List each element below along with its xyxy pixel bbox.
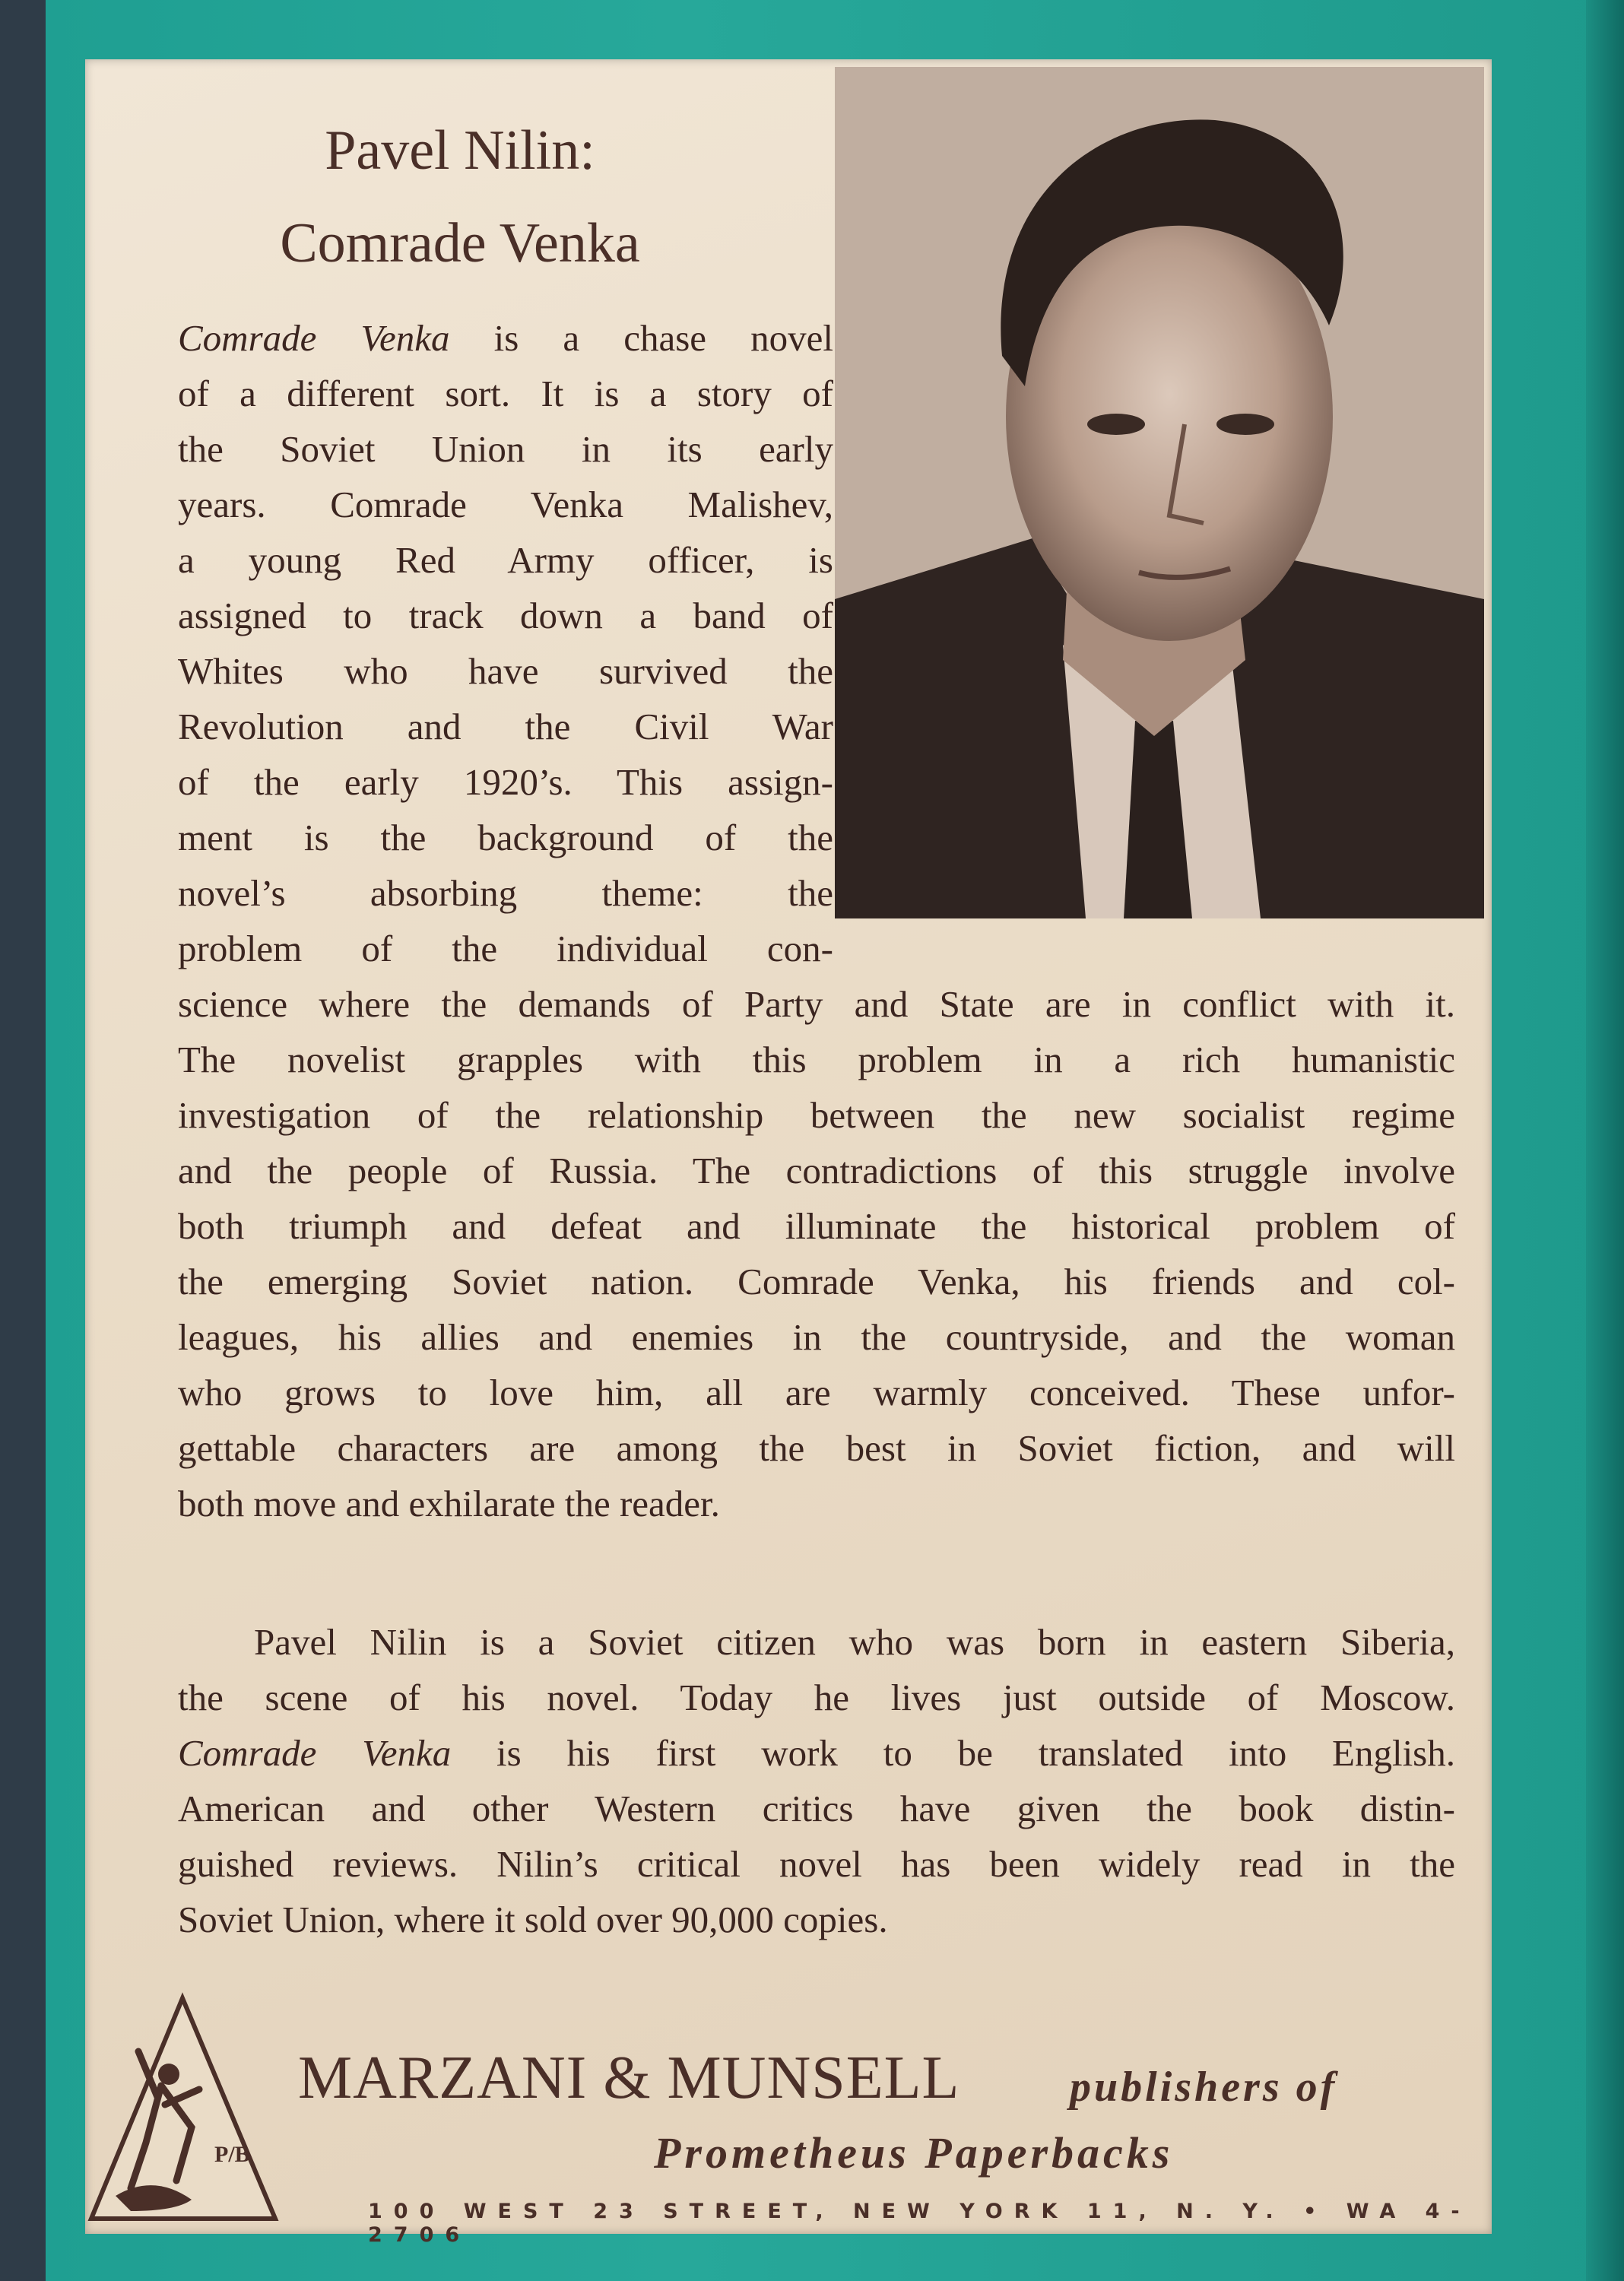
text-line: leagues, his allies and enemies in the countryside, and the woman xyxy=(178,1316,1455,1358)
text-span: is his first work to be translated into English. xyxy=(451,1732,1455,1774)
text-line: The novelist grapples with this problem in a rich humanistic xyxy=(178,1039,1455,1080)
text-line: of the early 1920’s. This assign- xyxy=(178,761,833,803)
logo-triangle xyxy=(91,1998,275,2219)
description-paragraph xyxy=(178,310,1486,1531)
author-bio-paragraph xyxy=(178,1614,1486,1947)
publishers-of: publishers of xyxy=(1070,2064,1338,2111)
book-title: Comrade Venka xyxy=(280,212,640,274)
author-name: Pavel Nilin: xyxy=(325,119,595,182)
logo-figure-head xyxy=(158,2064,179,2085)
back-cover-panel xyxy=(85,59,1492,2247)
prometheus-logo xyxy=(85,1991,283,2234)
logo-text: P/B xyxy=(214,2142,250,2167)
text-line: ment is the background of the xyxy=(178,817,833,858)
cover-edge xyxy=(1586,0,1624,2281)
text-line xyxy=(178,310,833,366)
text-line: Soviet Union, where it sold over 90,000 copies. xyxy=(178,1899,888,1940)
text-line: of a different sort. It is a story of xyxy=(178,373,833,414)
text-line: gettable characters are among the best in Soviet fiction, and will xyxy=(178,1427,1455,1469)
text-line: guished reviews. Nilin’s critical novel has been widely read in the xyxy=(178,1843,1455,1885)
text-line: both move and exhilarate the reader. xyxy=(178,1483,720,1524)
book-title-italic: Comrade Venka xyxy=(178,317,450,359)
text-line: American and other Western critics have given the book distin- xyxy=(178,1788,1455,1829)
book-title-italic: Comrade Venka xyxy=(178,1732,452,1774)
text-line: problem of the individual con- xyxy=(178,928,833,969)
text-line: both triumph and defeat and illuminate the historical problem of xyxy=(178,1205,1455,1247)
text-span: is a chase novel xyxy=(449,317,833,359)
text-line: who grows to love him, all are warmly conceived. These unfor- xyxy=(178,1372,1455,1413)
text-line: investigation of the relationship between the new socialist regime xyxy=(178,1094,1455,1136)
text-line: Pavel Nilin is a Soviet citizen who was born in eastern Siberia, xyxy=(254,1621,1455,1663)
text-line: assigned to track down a band of xyxy=(178,595,833,636)
text-line: the scene of his novel. Today he lives just outside of Moscow. xyxy=(178,1677,1455,1718)
text-line: the emerging Soviet nation. Comrade Venka, his friends and col- xyxy=(178,1261,1455,1302)
text-line: years. Comrade Venka Malishev, xyxy=(178,484,833,525)
text-line xyxy=(178,1725,1455,1781)
series-name: Prometheus Paperbacks xyxy=(654,2128,1174,2178)
text-line: a young Red Army officer, is xyxy=(178,539,833,581)
publisher-address: 100 WEST 23 STREET, NEW YORK 11, N. Y. • WA 4-2706 xyxy=(368,2200,1471,2247)
text-line: Whites who have survived the xyxy=(178,650,833,692)
text-line: Revolution and the Civil War xyxy=(178,706,833,747)
publisher-name: MARZANI & MUNSELL xyxy=(298,2045,960,2111)
text-line: novel’s absorbing theme: the xyxy=(178,872,833,914)
text-line: science where the demands of Party and State are in conflict with it. xyxy=(178,983,1455,1025)
text-line: the Soviet Union in its early xyxy=(178,428,833,470)
text-line: and the people of Russia. The contradictions of this struggle involve xyxy=(178,1150,1455,1191)
